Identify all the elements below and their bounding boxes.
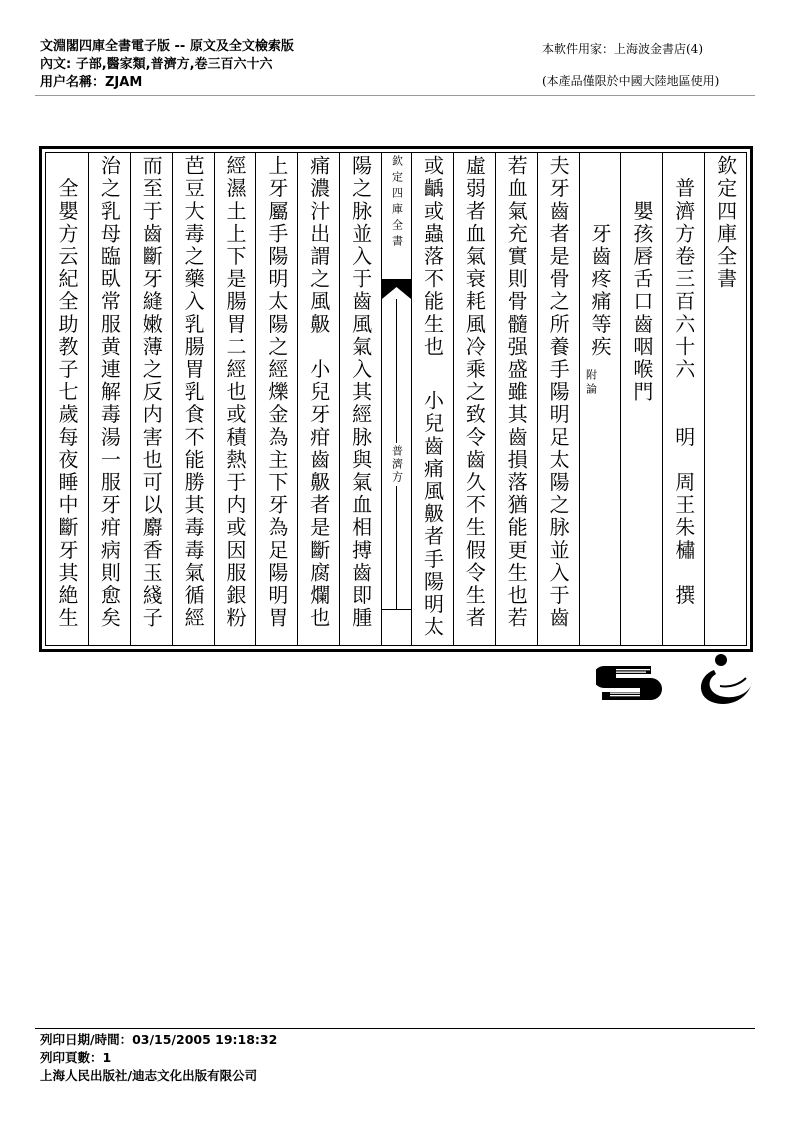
column-text: 若血氣充實則骨髓强盛雖其齒損落猶能更生也若 <box>504 155 529 630</box>
text-column <box>214 153 256 645</box>
column-note: 附論 <box>584 369 598 397</box>
text-column <box>130 153 172 645</box>
column-text: 嬰孩唇舌口齒咽喉門 <box>629 155 654 404</box>
print-pages-label: 列印頁數： <box>40 1050 103 1065</box>
print-pages: 1 <box>102 1050 112 1065</box>
center-fold-column <box>381 153 411 645</box>
licensee: 本軟件用家：上海波金書店(4) <box>542 42 703 56</box>
region-notice: (本產品僅限於中國大陸地區使用) <box>542 74 720 88</box>
text-column <box>411 153 453 645</box>
column-text: 芭豆大毒之藥入乳腸胃乳食不能勝其毒毒氣循經 <box>181 155 206 630</box>
column-text: 欽定四庫全書 <box>713 155 738 291</box>
digital-heritage-logo-icon <box>690 652 756 708</box>
content-breadcrumb: 內文: 子部,醫家類,普濟方,卷三百六十六 <box>40 57 273 72</box>
column-text: 上牙屬手陽明太陽之經爍金為主下牙為足陽明胃 <box>264 155 289 630</box>
footer <box>40 1031 277 1085</box>
text-column <box>620 153 662 645</box>
page-frame <box>39 146 753 652</box>
column-text: 虛弱者血氣衰耗風冷乘之致令齒久不生假令生者 <box>462 155 487 630</box>
user-name: 用户名稱：ZJAM <box>40 75 143 90</box>
print-datetime-label: 列印日期/時間： <box>40 1032 133 1047</box>
fold-section-title: 普濟方 <box>390 445 404 484</box>
footer-divider <box>35 1028 755 1029</box>
column-text: 陽之脉並入于齒風氣入其經脉與氣血相搏齒即腫 <box>348 155 373 630</box>
text-column <box>537 153 579 645</box>
column-text: 而至于齒斷牙縫嫩薄之反内害也可以麝香玉綫子 <box>139 155 164 630</box>
column-text: 夫牙齒者是骨之所養手陽明足太陽之脉並入于齒 <box>546 155 571 630</box>
text-column <box>453 153 495 645</box>
text-column <box>88 153 130 645</box>
column-text: 痛濃汁出謂之風䶋 小兒牙疳齒䶋者是斷腐爛也 <box>306 155 331 630</box>
app-title: 文淵閣四庫全書電子版 -- 原文及全文檢索版 <box>40 39 294 54</box>
text-column <box>495 153 537 645</box>
print-datetime: 03/15/2005 19:18:32 <box>132 1032 278 1047</box>
text-columns <box>45 152 747 646</box>
header-right <box>542 40 719 90</box>
text-column <box>255 153 297 645</box>
column-text: 經濕土上下是腸胃二經也或積熱于内或因服銀粉 <box>223 155 248 630</box>
text-column <box>339 153 381 645</box>
text-column <box>46 153 88 645</box>
column-text: 普濟方卷三百六十六 明 周王朱橚 撰 <box>671 155 696 607</box>
publisher: 上海人民出版社/迪志文化出版有限公司 <box>40 1068 258 1083</box>
header-divider <box>35 95 755 96</box>
text-column <box>172 153 214 645</box>
text-column <box>297 153 339 645</box>
column-text: 牙齒疼痛等疾 <box>587 155 612 359</box>
column-text: 全嬰方云紀全助教子七歲每夜睡中斷牙其絶生 <box>55 155 80 630</box>
fishtail-mark-icon <box>382 279 411 299</box>
fold-book-title: 欽定四庫全書 <box>390 155 404 251</box>
text-column <box>662 153 704 645</box>
text-column <box>704 153 746 645</box>
column-text: 或齲或蟲落不能生也 小兒齒痛風䶋者手陽明太 <box>420 155 445 639</box>
header-left <box>40 38 294 92</box>
fold-bar <box>382 609 411 610</box>
publisher-logo-icon <box>596 664 664 702</box>
text-column <box>579 153 621 645</box>
column-text: 治之乳母臨臥常服黄連解毒湯一服牙疳病則愈矣 <box>97 155 122 630</box>
